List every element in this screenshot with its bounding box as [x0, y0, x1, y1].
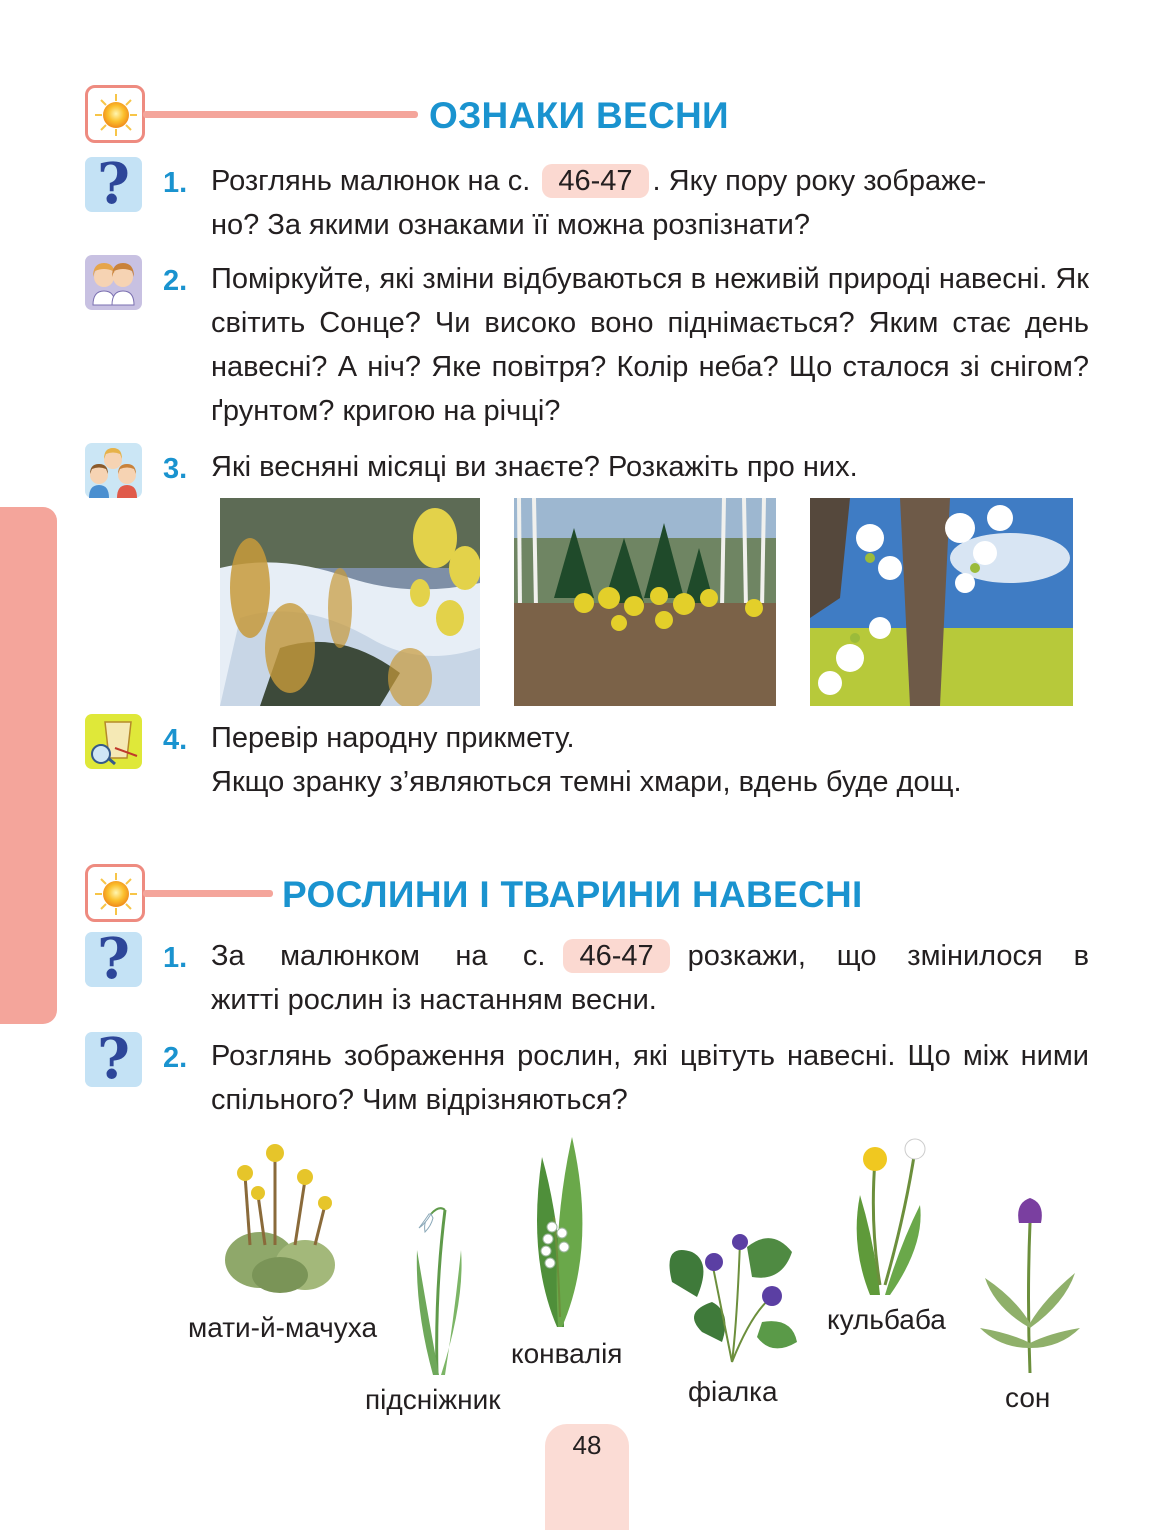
flower-label-violet: фіалка	[688, 1376, 778, 1407]
snowdrop-illustration	[395, 1190, 475, 1380]
section-header-signs-of-spring	[85, 85, 765, 145]
group-work-icon	[85, 443, 142, 498]
task-text	[211, 716, 1089, 804]
page-number-tab	[545, 1424, 629, 1530]
task-text: Розглянь зображення рослин, які цвітуть навесні. Що між ними спільного? Чим відрізняються?	[211, 1040, 1089, 1116]
flower-label-dandelion: кульбаба	[827, 1304, 946, 1335]
section-title: РОСЛИНИ І ТВАРИНИ НАВЕСНІ	[282, 874, 863, 915]
task-text-part: За малюнком на с.	[211, 940, 546, 972]
pasqueflower-illustration	[975, 1188, 1085, 1378]
question-icon: ?	[85, 932, 142, 987]
task-text	[211, 159, 1089, 247]
violet-illustration	[652, 1222, 812, 1372]
task-text-line: но? За якими ознаками її можна розпізнати?	[211, 209, 811, 241]
task-text-line: житті рослин із настанням весни.	[211, 984, 657, 1016]
flower-label-snowdrop: підсніжник	[365, 1384, 501, 1415]
question-icon: ?	[85, 1032, 142, 1087]
sun-icon	[85, 85, 145, 143]
question-icon: ?	[85, 157, 142, 212]
task-text-part: . Яку пору року зображе-	[652, 165, 987, 197]
task-text-part: Розглянь малюнок на с.	[211, 165, 531, 197]
flower-label-coltsfoot: мати-й-мачуха	[188, 1312, 378, 1343]
folk-sign-text: Якщо зранку з’являються темні хмари, вдень буде дощ.	[211, 766, 962, 798]
flower-label-pasqueflower: сон	[1005, 1382, 1051, 1413]
task-text-part: розкажи, що змінилося в	[687, 940, 1089, 972]
task-number: 3.	[163, 453, 188, 485]
header-rule	[143, 890, 273, 897]
section-title: ОЗНАКИ ВЕСНИ	[429, 95, 729, 136]
task-text: Поміркуйте, які зміни відбуваються в неживій природі навесні. Як світить Сонце? Чи високо воно піднімається? Яким стає день навесні? А ніч? Яке повітря? Колір неба? Що сталося зі снігом? ґрунтом? кригою на річці?	[211, 263, 1089, 427]
dandelion-illustration	[830, 1135, 955, 1300]
photo-coltsfoot-in-forest	[514, 498, 776, 706]
page-reference: 46-47	[542, 164, 648, 198]
task-number: 2.	[163, 1042, 188, 1074]
pair-work-icon	[85, 255, 142, 310]
task-text-line: Перевір народну прикмету.	[211, 722, 575, 754]
section-header-plants-and-animals	[85, 864, 905, 924]
task-text: Які весняні місяці ви знаєте? Розкажіть про них.	[211, 451, 858, 483]
task-text	[211, 934, 1089, 1022]
photo-blossoming-tree	[810, 498, 1073, 706]
chapter-side-tab	[0, 507, 57, 1024]
sun-icon	[85, 864, 145, 922]
flower-label-lily-of-the-valley: конвалія	[511, 1338, 623, 1369]
page-number: 48	[572, 1430, 602, 1460]
task-number: 1.	[163, 167, 188, 199]
experiment-icon	[85, 714, 142, 769]
header-rule	[143, 111, 418, 118]
page-reference: 46-47	[563, 939, 669, 973]
coltsfoot-illustration	[220, 1135, 340, 1300]
task-number: 4.	[163, 724, 188, 756]
photo-early-spring-willow	[220, 498, 480, 706]
task-number: 1.	[163, 942, 188, 974]
task-number: 2.	[163, 265, 188, 297]
lily-of-the-valley-illustration	[512, 1137, 607, 1332]
